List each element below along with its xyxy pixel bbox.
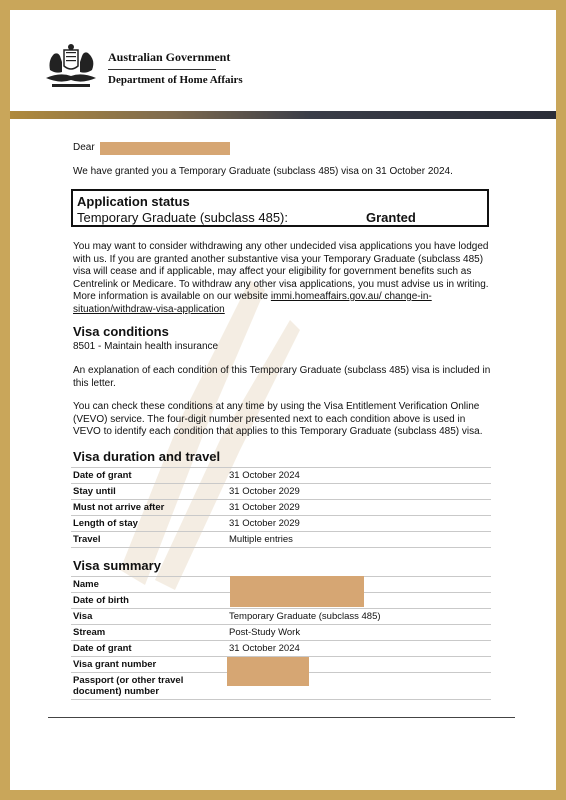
status-value: Granted	[366, 210, 416, 225]
grant-sentence: We have granted you a Temporary Graduate (subclass 485) visa on 31 October 2024.	[73, 166, 453, 177]
coat-of-arms-icon	[40, 40, 102, 90]
row-label: Date of grant	[71, 641, 227, 657]
redacted-recipient-name	[100, 142, 230, 155]
table-row	[71, 609, 491, 625]
condition-item: 8501 - Maintain health insurance	[73, 341, 219, 352]
summary-heading: Visa summary	[73, 558, 161, 573]
duration-table	[71, 467, 491, 548]
row-label: Length of stay	[71, 516, 227, 532]
department-name: Department of Home Affairs	[108, 74, 243, 86]
table-row	[71, 625, 491, 641]
redacted-grant-passport	[227, 657, 309, 686]
vevo-paragraph: You can check these conditions at any time by using the Visa Entitlement Verification Online (VEVO) service. The four-digit number presented next to each condition above is used in VEVO to identify each condition that applies to this Temporary Graduate (subclass 485) visa.	[73, 401, 483, 437]
row-value: 31 October 2024	[227, 641, 491, 657]
row-value: 31 October 2029	[227, 484, 491, 500]
row-value: Multiple entries	[227, 532, 491, 548]
status-box-title: Application status	[77, 194, 190, 209]
row-label: Stream	[71, 625, 227, 641]
row-value: 31 October 2029	[227, 500, 491, 516]
row-value: 31 October 2029	[227, 516, 491, 532]
government-heading	[108, 50, 243, 86]
row-value: 31 October 2024	[227, 468, 491, 484]
withdraw-paragraph	[73, 241, 493, 316]
row-value: Temporary Graduate (subclass 485)	[227, 609, 491, 625]
government-name: Australian Government	[108, 50, 231, 64]
withdraw-link[interactable]: immi.homeaffairs.gov.au/ change-in-situation/withdraw-visa-application	[73, 291, 432, 315]
table-row	[71, 641, 491, 657]
redacted-name-dob	[230, 576, 364, 607]
salutation: Dear	[73, 142, 95, 153]
row-label: Date of grant	[71, 468, 227, 484]
table-row	[71, 468, 491, 484]
row-value: Post-Study Work	[227, 625, 491, 641]
table-row	[71, 532, 491, 548]
header-band	[10, 111, 556, 119]
row-label: Visa	[71, 609, 227, 625]
row-label: Travel	[71, 532, 227, 548]
table-row	[71, 516, 491, 532]
visa-conditions-heading: Visa conditions	[73, 324, 169, 339]
letter-page	[10, 10, 556, 790]
status-visa-label: Temporary Graduate (subclass 485):	[77, 210, 288, 225]
conditions-explanation: An explanation of each condition of this Temporary Graduate (subclass 485) visa is included in this letter.	[73, 365, 491, 389]
row-label: Visa grant number	[71, 657, 227, 673]
row-label: Date of birth	[71, 593, 227, 609]
row-label: Stay until	[71, 484, 227, 500]
duration-heading: Visa duration and travel	[73, 449, 221, 464]
application-status-box	[71, 189, 489, 227]
table-row	[71, 484, 491, 500]
row-label: Name	[71, 577, 227, 593]
footer-divider	[48, 717, 515, 718]
row-label: Must not arrive after	[71, 500, 227, 516]
withdraw-text: You may want to consider withdrawing any other undecided visa applications you have lodged with us. If you are granted another substantive visa your Temporary Graduate (subclass 485) visa will cease and if applicable, may affect your eligibility for government benefits such as Centrelink or Medicare. To withdraw any other visa applications, you must advise us in writing. More information is available on our website	[73, 241, 489, 302]
row-label: Passport (or other travel document) number	[71, 673, 227, 700]
table-row	[71, 500, 491, 516]
header-divider	[108, 69, 216, 70]
